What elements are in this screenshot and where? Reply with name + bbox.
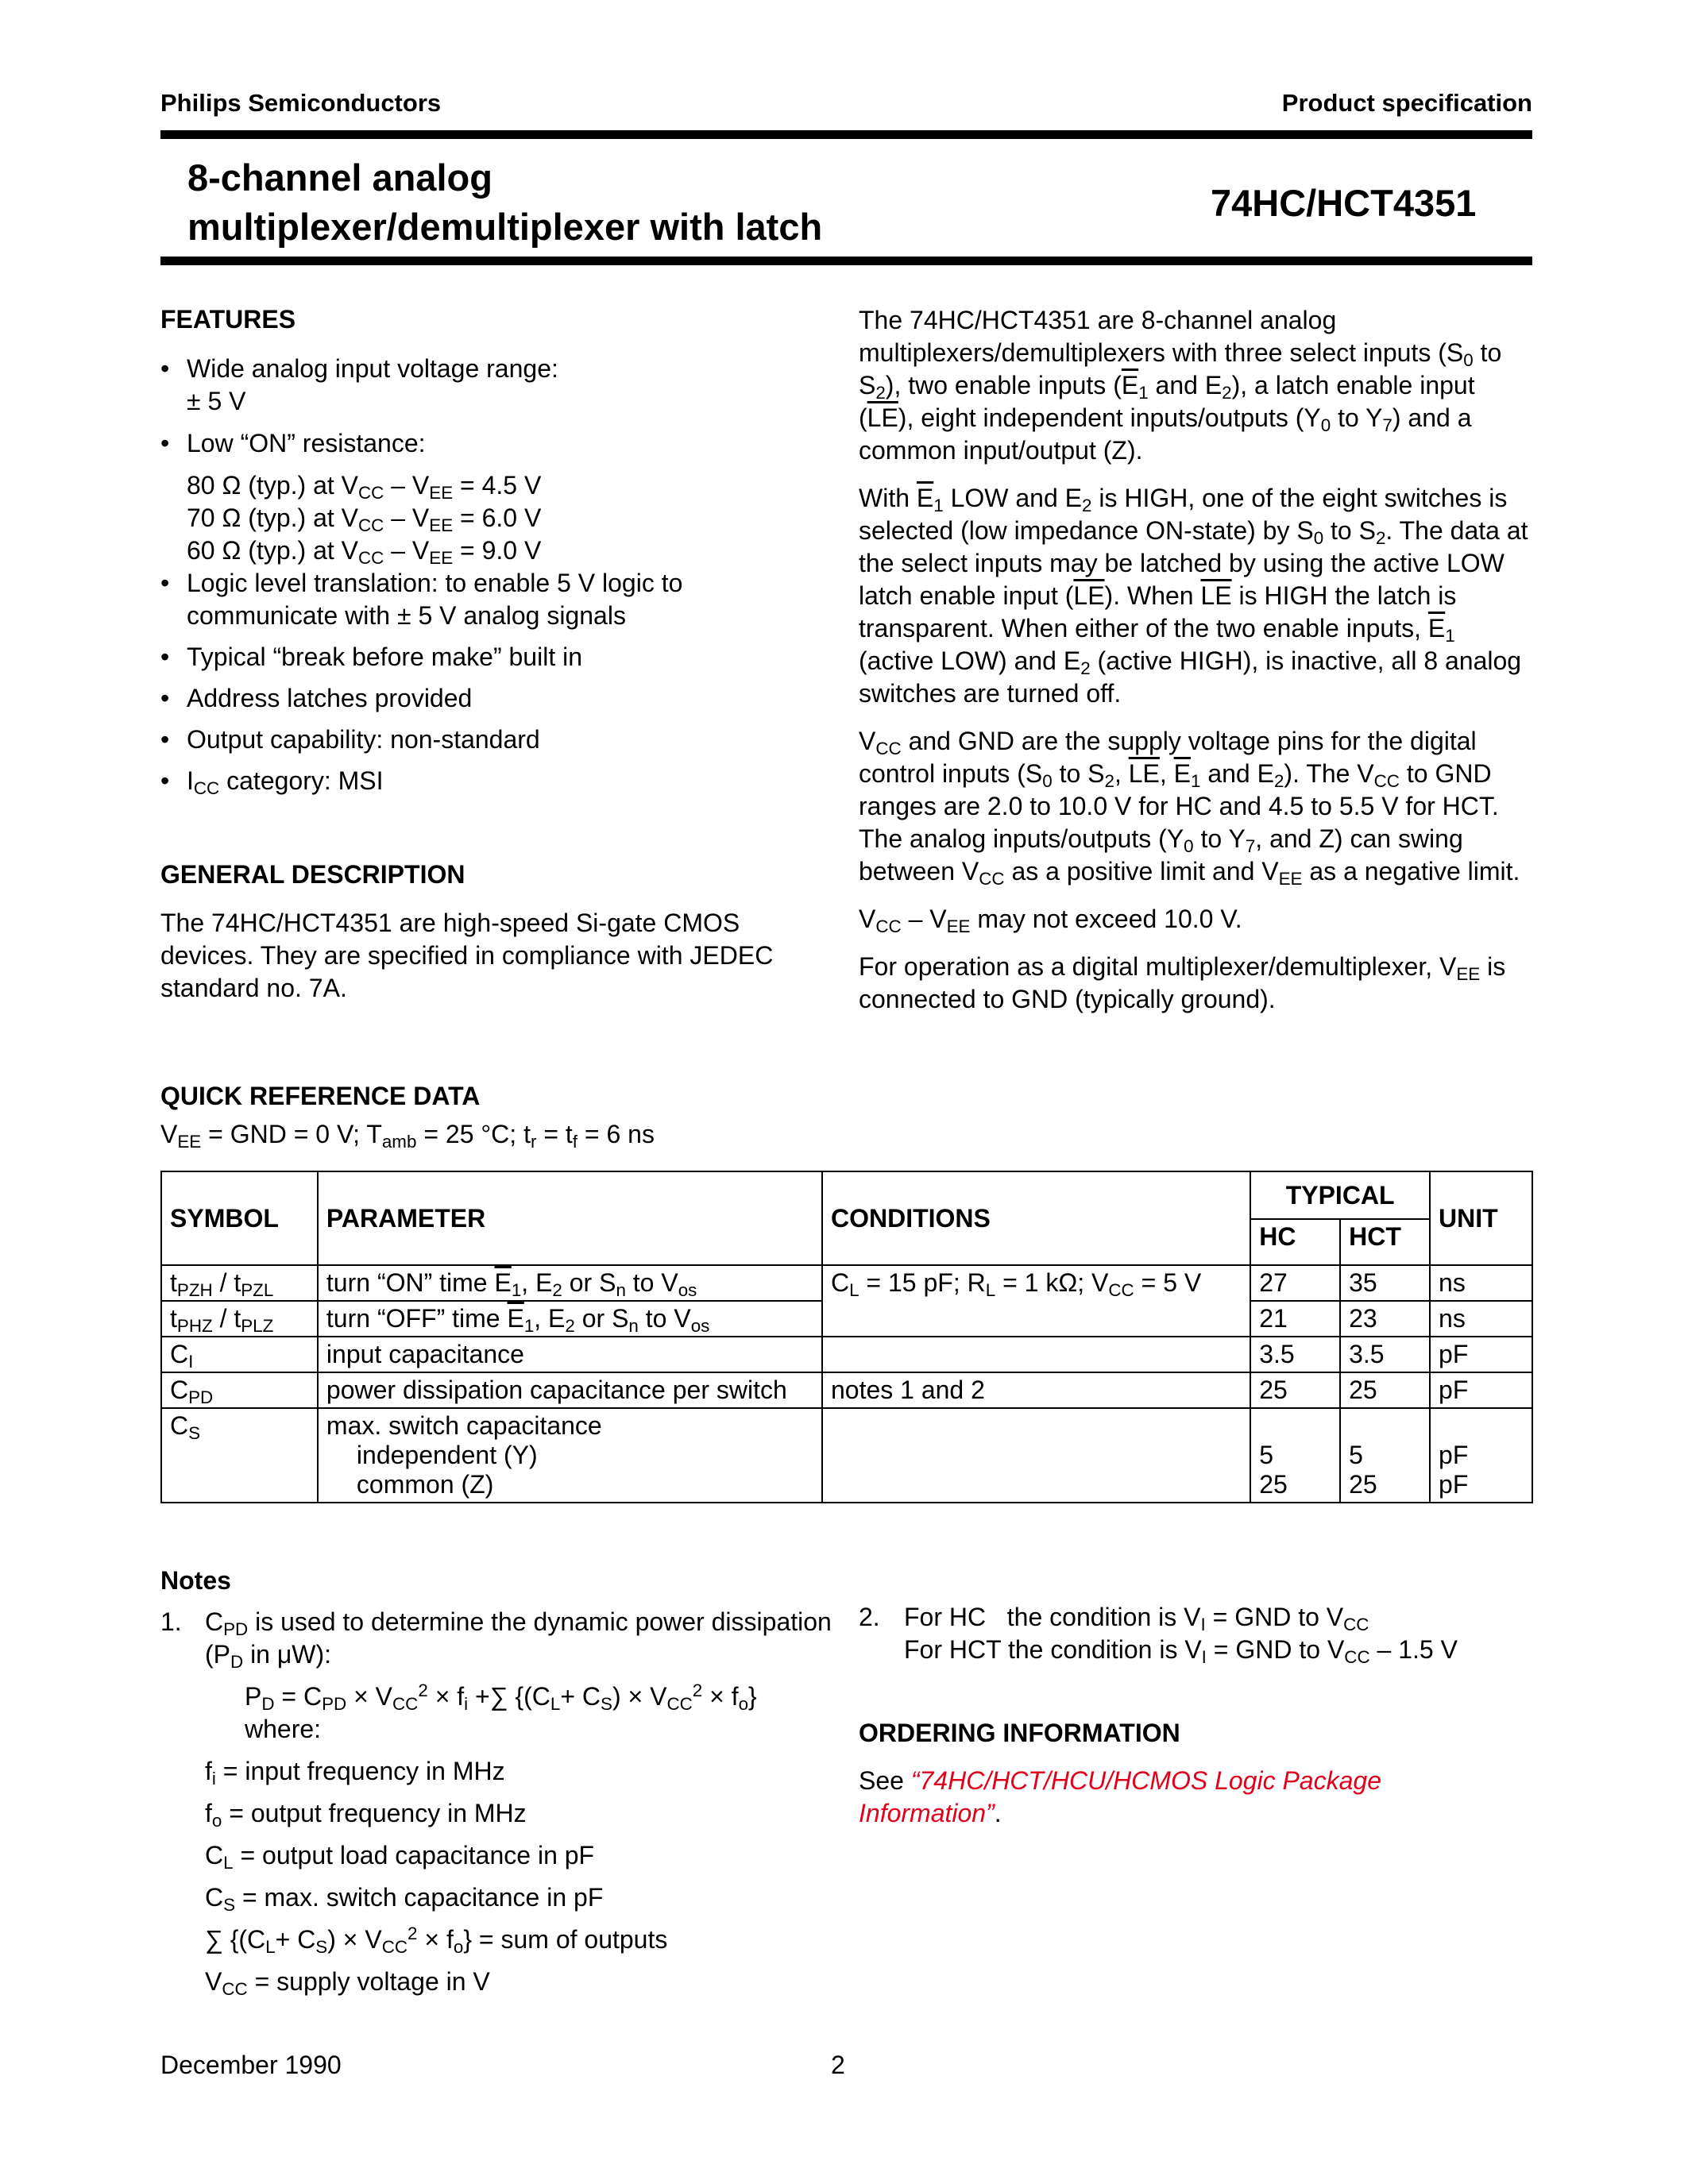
hct-cell: 23 — [1340, 1301, 1430, 1337]
header-hct: HCT — [1340, 1219, 1430, 1265]
parameter-cell: turn “ON” time $\overline{E}_1$, $E_2$ or $S_n$ to $V_{os}$ — [318, 1265, 822, 1301]
symbol-cell: $t_{PZH} / t_{PZL}$ — [161, 1265, 318, 1301]
header-hc: HC — [1250, 1219, 1340, 1265]
feature-item: • Typical “break before make” built in — [160, 641, 828, 673]
quick-reference-table — [160, 1171, 1533, 1503]
header-typical: TYPICAL — [1250, 1171, 1430, 1219]
symbol-cell: $t_{PHZ} / t_{PLZ}$ — [161, 1301, 318, 1337]
qrd-heading: QUICK REFERENCE DATA — [160, 1082, 481, 1110]
feature-item: • Address latches provided — [160, 682, 828, 715]
parameter-cell: turn “OFF” time $\overline{E}_1$, $E_2$ or $S_n$ to $V_{os}$ — [318, 1301, 822, 1337]
feature-item: • Logic level translation: to enable 5 V logic to communicate with ± 5 V analog signals — [160, 567, 828, 632]
feature-item: • $I_{CC}$ category: MSI — [160, 765, 828, 797]
feature-item: • Output capability: non-standard — [160, 723, 828, 756]
condition-cell — [822, 1301, 1250, 1337]
general-description-heading: GENERAL DESCRIPTION — [160, 860, 465, 889]
unit-cell: pF — [1430, 1337, 1532, 1372]
header-parameter: PARAMETER — [318, 1171, 822, 1265]
header-unit: UNIT — [1430, 1171, 1532, 1265]
hct-cell: 5 25 — [1340, 1408, 1430, 1503]
condition-cell: $C_L = 15$ pF; $R_L = 1$ kΩ; $V_{CC} = 5$ V — [822, 1265, 1250, 1301]
symbol-cell: $C_I$ — [161, 1337, 318, 1372]
title-rule — [160, 257, 1532, 265]
features-heading: FEATURES — [160, 305, 296, 334]
note-2: 2. For HC the condition is $V_I$ = GND to $V_{CC}$ For HCT the condition is $V_I$ = GND to $V_{CC} - 1.5$ V — [859, 1603, 1458, 1667]
features-list — [160, 353, 828, 797]
unit-cell: pF — [1430, 1372, 1532, 1408]
hc-cell: 21 — [1250, 1301, 1340, 1337]
hc-cell: 25 — [1250, 1372, 1340, 1408]
description-para-2: With $\overline{E}_1$ LOW and $E_2$ is HIGH, one of the eight switches is selected (low impedance ON-state) by $S_0$ to $S_2$. The data at the select inputs may be latched by using the active LOW latch enable input $(\overline{LE})$. When $\overline{LE}$ is HIGH the latch is transparent. When either of the two enable inputs, $\overline{E}_1$ (active LOW) and $E_2$ (active HIGH), is inactive, all 8 analog switches are turned off. — [859, 484, 1528, 708]
table-row — [161, 1301, 1532, 1337]
unit-cell: ns — [1430, 1265, 1532, 1301]
resistance-list: 80 Ω (typ.) at $V_{CC} - V_{EE} = 4.5$ V 70 Ω (typ.) at $V_{CC} - V_{EE} = 6.0$ V 60 Ω (typ.) at $V_{CC} - V_{EE} = 9.0$ V — [187, 471, 542, 568]
title-line-2: multiplexer/demultiplexer with latch — [187, 206, 823, 248]
description-para-4: $V_{CC} - V_{EE}$ may not exceed 10.0 V. — [859, 905, 1242, 936]
description-para-1: The 74HC/HCT4351 are 8-channel analog multiplexers/demultiplexers with three select inputs ($S_0$ to $S_2$), two enable inputs ($\overline{E}_1$ and $E_2$), a latch enable input $(\overline{LE})$, eight independent inputs/outputs ($Y_0$ to $Y_7$) and a common input/output (Z). — [859, 306, 1502, 465]
company-name: Philips Semiconductors — [160, 89, 442, 117]
condition-cell: notes 1 and 2 — [822, 1372, 1250, 1408]
hc-cell: 3.5 — [1250, 1337, 1340, 1372]
hct-cell: 3.5 — [1340, 1337, 1430, 1372]
parameter-cell: max. switch capacitance independent (Y) common (Z) — [318, 1408, 822, 1503]
hct-cell: 25 — [1340, 1372, 1430, 1408]
qrd-conditions: $V_{EE}$ = GND = 0 V; $T_{amb} = 25$ °C; $t_r = t_f = 6$ ns — [160, 1120, 655, 1152]
description-para-5: For operation as a digital multiplexer/demultiplexer, $V_{EE}$ is connected to GND (typically ground). — [859, 952, 1506, 1013]
page-title — [187, 153, 822, 252]
footer-date: December 1990 — [160, 2051, 342, 2079]
package-info-link[interactable]: “74HC/HCT/HCU/HCMOS Logic Package — [910, 1766, 1381, 1795]
hct-cell: 35 — [1340, 1265, 1430, 1301]
table-row — [161, 1372, 1532, 1408]
notes-heading: Notes — [160, 1566, 231, 1595]
ordering-text: See “74HC/HCT/HCU/HCMOS Logic Package Information”. — [859, 1766, 1381, 1827]
header-conditions: CONDITIONS — [822, 1171, 1250, 1265]
part-number: 74HC/HCT4351 — [1211, 182, 1477, 224]
hc-cell: 5 25 — [1250, 1408, 1340, 1503]
table-row — [161, 1337, 1532, 1372]
condition-cell — [822, 1408, 1250, 1503]
page-number: 2 — [831, 2051, 845, 2079]
parameter-cell: power dissipation capacitance per switch — [318, 1372, 822, 1408]
feature-item: • Low “ON” resistance: — [160, 427, 828, 460]
top-rule — [160, 130, 1532, 139]
note-1: 1. $C_{PD}$ is used to determine the dynamic power dissipation ($P_D$ in μW): $P_D = C_{PD} \times V_{CC}^2 \times f_i$ +∑ $\{(C_L+ C_S) \times V_{CC}^2 \times f_o\}$ where: $f_i$ = input frequency in MHz $f_o$ = output frequency in MHz $C_L$ = output load capacitance in pF $C_S = \max$. switch capacitance in pF ∑ $\{(C_L+ C_S) \times V_{CC}^2 \times f_o\}$ = sum of outputs $V_{CC}$ = supply voltage in V — [160, 1607, 832, 1999]
ordering-heading: ORDERING INFORMATION — [859, 1719, 1180, 1747]
description-column — [859, 304, 1534, 1016]
general-description-text: The 74HC/HCT4351 are high-speed Si-gate CMOS devices. They are specified in compliance with JEDEC standard no. 7A. — [160, 909, 774, 1002]
symbol-cell: $C_{PD}$ — [161, 1372, 318, 1408]
hc-cell: 27 — [1250, 1265, 1340, 1301]
unit-cell: pF pF — [1430, 1408, 1532, 1503]
description-para-3: $V_{CC}$ and GND are the supply voltage pins for the digital control inputs ($S_0$ to $S_2$, $\overline{LE}$, $\overline{E}_1$ and $E_2$). The $V_{CC}$ to GND ranges are 2.0 to 10.0 V for HC and 4.5 to 5.5 V for HCT. The analog inputs/outputs ($Y_0$ to $Y_7$, and Z) can swing between $V_{CC}$ as a positive limit and $V_{EE}$ as a negative limit. — [859, 727, 1520, 889]
table-row — [161, 1408, 1532, 1503]
table-row — [161, 1265, 1532, 1301]
unit-cell: ns — [1430, 1301, 1532, 1337]
table-header-row — [161, 1171, 1532, 1219]
symbol-cell: $C_S$ — [161, 1408, 318, 1503]
package-info-link-cont[interactable]: Information” — [859, 1799, 995, 1827]
condition-cell — [822, 1337, 1250, 1372]
parameter-cell: input capacitance — [318, 1337, 822, 1372]
doc-type: Product specification — [1281, 89, 1532, 117]
header-symbol: SYMBOL — [161, 1171, 318, 1265]
title-line-1: 8-channel analog — [187, 156, 492, 199]
feature-item: • Wide analog input voltage range: ± 5 V — [160, 353, 828, 418]
